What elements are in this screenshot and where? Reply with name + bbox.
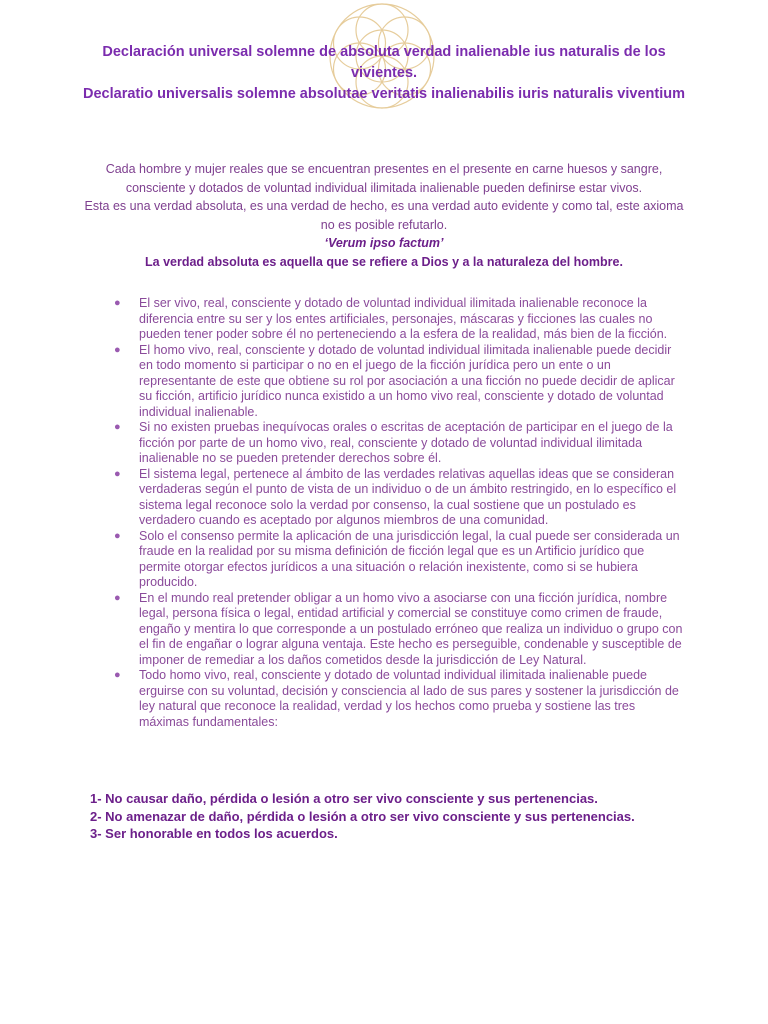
- list-item: [112, 343, 684, 421]
- bullet-icon: ●: [114, 421, 121, 433]
- truth-statement: La verdad absoluta es aquella que se refiere a Dios y a la naturaleza del hombre.: [145, 254, 623, 269]
- list-item-text: El sistema legal, pertenece al ámbito de las verdades relativas aquellas ideas que se consideran verdaderas según el punto de vista de un individuo o de un ámbito restringido, en lo específico el sistema legal reconoce solo la verdad por consenso, la cual sostiene que un postulado es verdadero cuando es aceptado por algunos miembros de una comunidad.: [139, 466, 677, 527]
- list-item: [112, 296, 684, 343]
- maxim-item: 3- Ser honorable en todos los acuerdos.: [90, 826, 338, 841]
- bullet-icon: ●: [114, 297, 121, 309]
- title-latin: Declaratio universalis solemne absolutae veritatis inalienabilis iuris naturalis viventium: [83, 86, 685, 102]
- list-item-text: Todo homo vivo, real, consciente y dotado de voluntad individual ilimitada inalienable puede erguirse con su voluntad, decisión y consciencia al lado de sus pares y sostener la jurisdicción de ley natural que reconoce la realidad, verdad y los hechos como prueba y sostiene las tres máximas fundamentales:: [139, 668, 679, 729]
- maxim-item: 1- No causar daño, pérdida o lesión a otro ser vivo consciente y sus pertenencias.: [90, 791, 598, 806]
- intro-section: [80, 160, 688, 271]
- list-item-text: Si no existen pruebas inequívocas orales o escritas de aceptación de participar en el juego de la ficción por parte de un homo vivo, real, consciente y dotado de voluntad individual ilimitada inalienable no se pueden pretender derechos sobre él.: [139, 420, 673, 465]
- list-item: [112, 420, 684, 467]
- latin-phrase: ‘Verum ipso factum’: [324, 236, 444, 250]
- maxims-list: [90, 790, 680, 843]
- bullet-icon: ●: [114, 529, 121, 542]
- list-item: [112, 668, 684, 730]
- list-item: [112, 529, 684, 591]
- page-title: [80, 42, 688, 105]
- list-item: [112, 467, 684, 529]
- intro-paragraph: Esta es una verdad absoluta, es una verdad de hecho, es una verdad auto evidente y como tal, este axioma no es posible refutarlo.: [84, 199, 684, 232]
- intro-paragraph: Cada hombre y mujer reales que se encuentran presentes en el presente en carne huesos y sangre, consciente y dotados de voluntad individual ilimitada inalienable pueden definirse estar vivos.: [105, 162, 663, 195]
- list-item-text: El ser vivo, real, consciente y dotado de voluntad individual ilimitada inalienable reconoce la diferencia entre su ser y los entes artificiales, personajes, máscaras y ficciones las cuales no pueden tener poder sobre él no perteneciendo a la esfera de la realidad, más bien de la ficción.: [139, 296, 668, 341]
- bullet-icon: ●: [114, 467, 121, 480]
- bullet-icon: ●: [114, 669, 121, 681]
- list-item-text: El homo vivo, real, consciente y dotado de voluntad individual ilimitada inalienable puede decidir en todo momento si participar o no en el juego de la ficción jurídica pero un ente o un representante de este que obtiene su rol por asociación a una ficción no puede decidir de aplicar su ficción, artificio jurídico nunca existido a un homo vivo real, consciente y dotado de voluntad individual inalienable.: [139, 342, 675, 419]
- list-item-text: Solo el consenso permite la aplicación de una jurisdicción legal, la cual puede ser considerada un fraude en la realidad por su misma definición de ficción legal que es un Artificio jurídico que permite otorgar efectos jurídicos a una situación o relación inexistente, como si se hubiera producido.: [139, 528, 680, 589]
- list-item-text: En el mundo real pretender obligar a un homo vivo a asociarse con una ficción jurídica, nombre legal, persona física o legal, entidad artificial y comercial se constituye como crimen de fraude, engaño y mentira lo que corresponde a un postulado erróneo que realiza un individuo o grupo con el fin de engañar o lograr alguna ventaja. Este hecho es perseguible, condenable y susceptible de imponer de remediar a los daños cometidos desde la jurisdicción de Ley Natural.: [139, 590, 683, 667]
- bullet-icon: ●: [114, 591, 121, 604]
- list-item: [112, 591, 684, 669]
- title-spanish: Declaración universal solemne de absoluta verdad inalienable ius naturalis de los vivientes.: [102, 44, 666, 81]
- principles-list: [112, 296, 684, 730]
- bullet-icon: ●: [114, 343, 121, 356]
- maxim-item: 2- No amenazar de daño, pérdida o lesión a otro ser vivo consciente y sus pertenencias.: [90, 808, 635, 824]
